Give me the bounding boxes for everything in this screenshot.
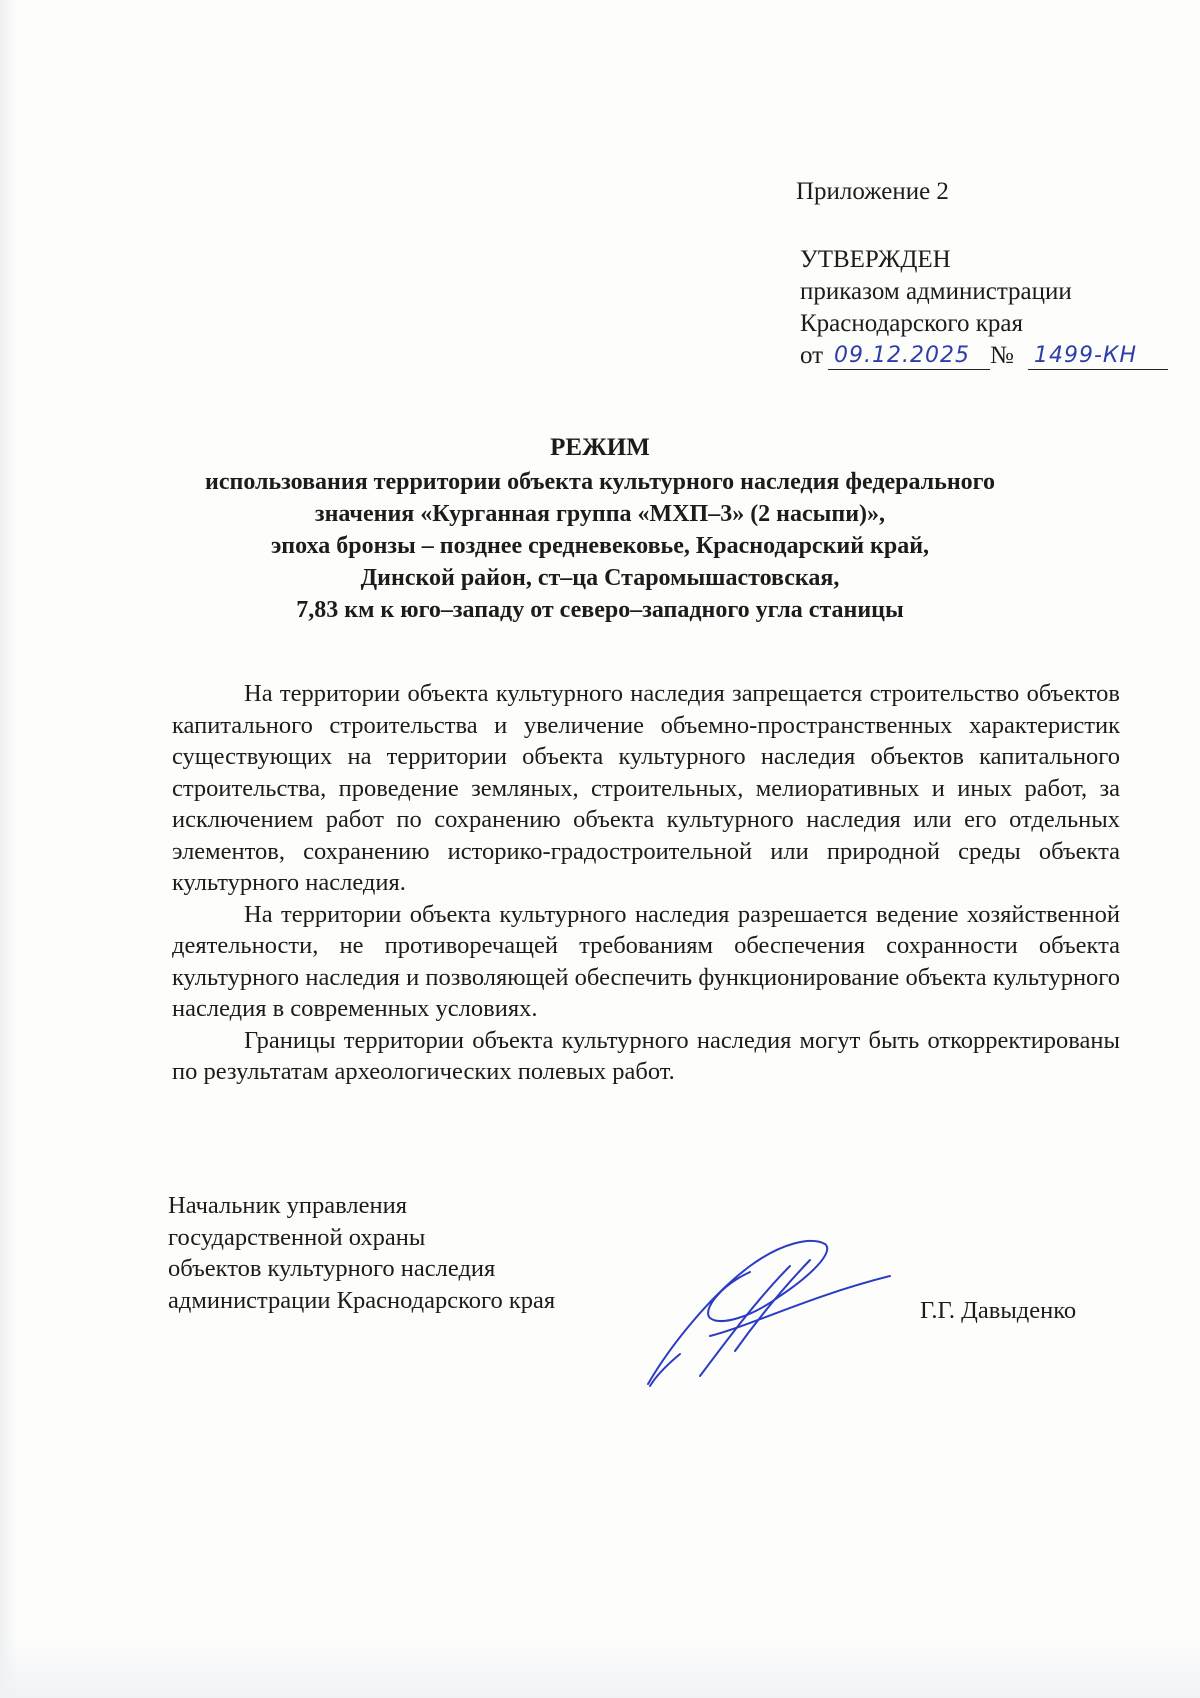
- position-line1: Начальник управления: [168, 1192, 407, 1219]
- title-line3: эпоха бронзы – позднее средневековье, Краснодарский край,: [270, 533, 930, 559]
- signatory-position: [168, 1190, 555, 1316]
- approved-by-line2: Краснодарского края: [800, 310, 1023, 337]
- scan-bottom-shadow: [0, 1638, 1200, 1698]
- approved-by-line1: приказом администрации: [800, 278, 1072, 305]
- body-paragraph-1: На территории объекта культурного наследия запрещается строительство объектов капитального строительства и увеличение объемно-пространственных характеристик существующих на территории объекта культурного наследия объектов капитального строительства, проведение земляных, строительных, мелиоративных и иных работ, за исключением работ по сохранению объекта культурного наследия или его отдельных элементов, сохранению историко-градостроительной или природной среды объекта культурного наследия.: [172, 680, 1120, 896]
- order-number-handwritten: 1499-КН: [1028, 340, 1168, 370]
- signer-name: Г.Г. Давыденко: [920, 1297, 1077, 1324]
- approved-heading: УТВЕРЖДЕН: [800, 246, 951, 273]
- handwritten-signature: [640, 1226, 910, 1396]
- order-date-handwritten: 09.12.2025: [828, 340, 990, 370]
- scan-edge-shadow: [0, 0, 18, 1698]
- body-paragraph-2: На территории объекта культурного наследия разрешается ведение хозяйственной деятельности, не противоречащей требованиям обеспечения сохранности объекта культурного наследия и позволяющей обеспечить функционирование объекта культурного наследия в современных условиях.: [172, 900, 1120, 1022]
- title-line4: Динской район, ст–ца Старомышастовская,: [360, 565, 840, 591]
- body-paragraph-3: Границы территории объекта культурного наследия могут быть откорректированы по результатам археологических полевых работ.: [172, 1026, 1120, 1085]
- approval-block: [800, 244, 1138, 374]
- title-main: РЕЖИМ: [550, 434, 650, 461]
- title-line1: использования территории объекта культурного наследия федерального: [205, 469, 995, 495]
- order-line: [800, 340, 1138, 374]
- signature-strokes: [648, 1241, 890, 1386]
- appendix-label: Приложение 2: [796, 178, 949, 205]
- title-line5: 7,83 км к юго–западу от северо–западного угла станицы: [296, 597, 904, 623]
- title-line2: значения «Курганная группа «МХП–3» (2 насыпи)»,: [314, 501, 886, 527]
- order-number-label: №: [990, 342, 1014, 369]
- document-body: [172, 678, 1120, 1088]
- document-title: [150, 432, 1050, 626]
- position-line2: государственной охраны: [168, 1223, 426, 1251]
- position-line3: объектов культурного наследия: [168, 1255, 496, 1282]
- order-date-label: от: [800, 342, 824, 369]
- position-line4: администрации Краснодарского края: [168, 1286, 556, 1314]
